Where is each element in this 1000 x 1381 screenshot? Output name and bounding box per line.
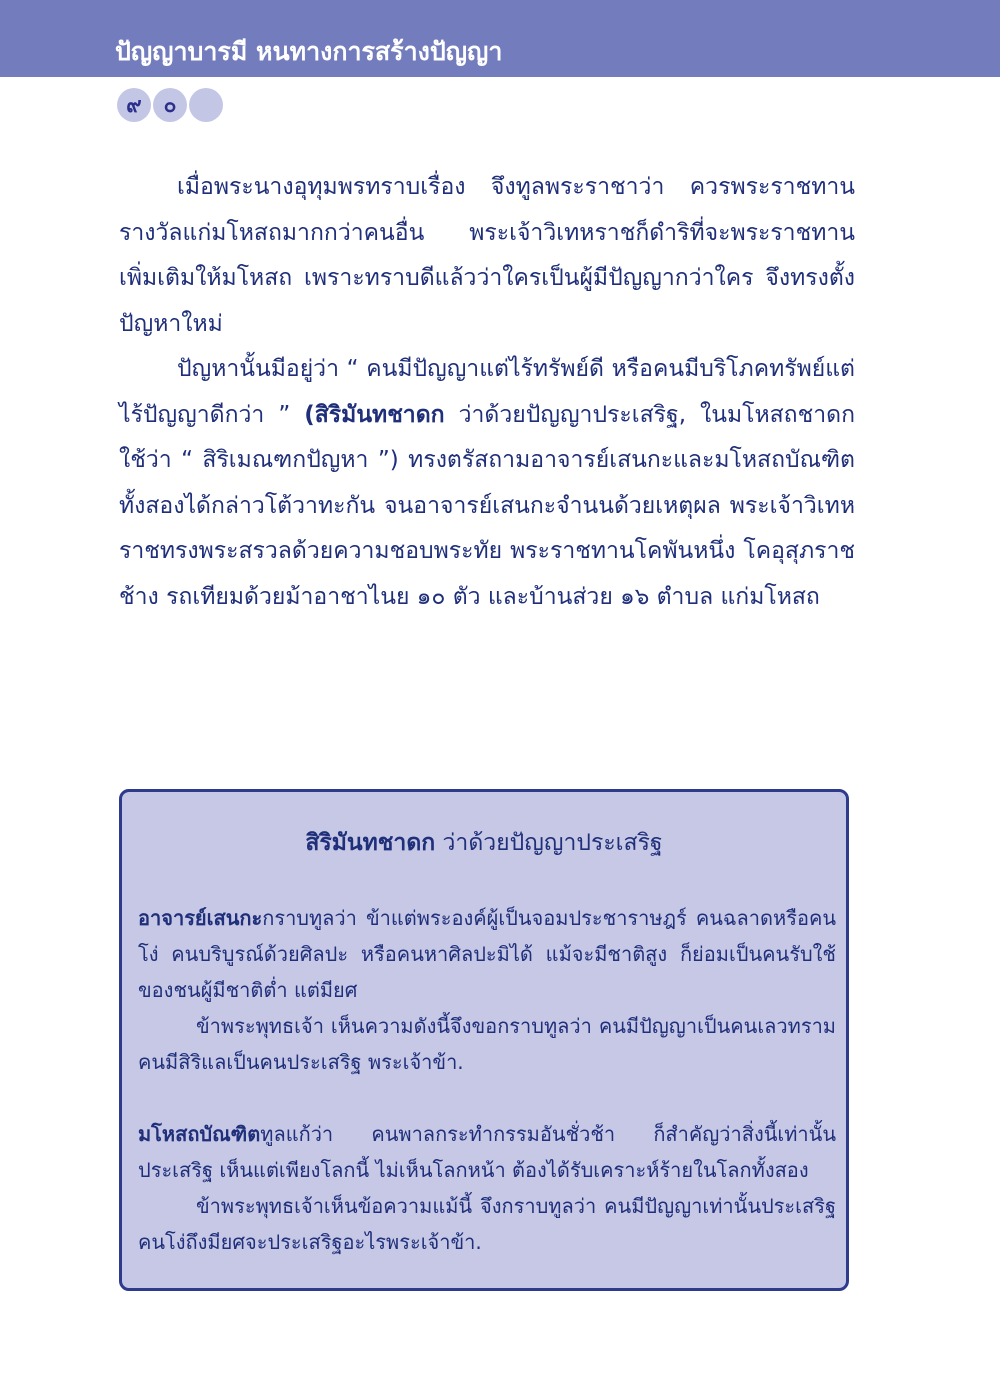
header-bar: [0, 0, 1000, 77]
mahosadha-text: ทูลแก้ว่า คนพาลกระทำกรรมอันชั่วช้า ก็สำคัญว่าสิ่งนี้เท่านั้นประเสริฐ เห็นแต่เพียงโลกนี้ ไม่เห็นโลกหน้า ต้องได้รับเคราะห์ร้ายในโลกทั้งสอง: [138, 1122, 836, 1182]
mahosadha-speech-2: ข้าพระพุทธเจ้าเห็นข้อความแม้นี้ จึงกราบทูลว่า คนมีปัญญาเท่านั้นประเสริฐ คนโง่ถึงมียศจะประเสริฐอะไรพระเจ้าข้า.: [138, 1194, 836, 1254]
quote-box: [119, 789, 849, 1291]
page-number-decoration-dot: [189, 88, 223, 122]
quote-box-body: [138, 900, 836, 1260]
running-header-title: ปัญญาบารมี หนทางการสร้างปัญญา: [115, 37, 503, 66]
paragraph-2: [119, 347, 855, 620]
mahosadha-speech: [138, 1116, 836, 1188]
mahosadha-name: มโหสถบัณฑิต: [138, 1122, 261, 1146]
page-number: [117, 88, 223, 122]
quote-box-title-bold: สิริมันทชาดก: [305, 830, 436, 856]
page-number-digit-1: ๙: [117, 88, 151, 122]
paragraph-2-part-a: ปัญหานั้นมีอยู่ว่า “ คนมีปัญญาแต่ไร้ทรัพย์ดี หรือคนมีบริโภคทรัพย์แต่ไร้ปัญญาดีกว่า ”: [119, 356, 855, 428]
spacer: [138, 1080, 836, 1116]
paragraph-1: เมื่อพระนางอุทุมพรทราบเรื่อง จึงทูลพระราชาว่า ควรพระราชทานรางวัลแก่มโหสถมากกว่าคนอื่น พระเจ้าวิเทหราชก็ดำริที่จะพระราชทานเพิ่มเติมให้มโหสถ เพราะทราบดีแล้วว่าใครเป็นผู้มีปัญญากว่าใคร จึงทรงตั้งปัญหาใหม่: [119, 174, 855, 337]
quote-box-title-rest: ว่าด้วยปัญญาประเสริฐ: [435, 830, 663, 856]
page-number-digit-2: ๐: [153, 88, 187, 122]
paragraph-2-part-b: ว่าด้วยปัญญาประเสริฐ, ในมโหสถชาดก ใช้ว่า “ สิริเมณฑกปัญหา ”) ทรงตรัสถามอาจารย์เสนกะและมโหสถบัณฑิต ทั้งสองได้กล่าวโต้วาทะกัน จนอาจารย์เสนกะจำนนด้วยเหตุผล พระเจ้าวิเทหราชทรงพระสรวลด้วยความชอบพระทัย พระราชทานโคพันหนึ่ง โคอุสุภราช ช้าง รถเทียมด้วยม้าอาชาไนย ๑๐ ตัว และบ้านส่วย ๑๖ ตำบล แก่มโหสถ: [119, 401, 855, 610]
body-text: [119, 165, 855, 620]
senaka-name: อาจารย์เสนกะ: [138, 906, 263, 930]
paragraph-2-bold-title: (สิริมันทชาดก: [304, 401, 445, 428]
quote-box-title: [122, 825, 846, 861]
senaka-speech-2: ข้าพระพุทธเจ้า เห็นความดังนี้จึงขอกราบทูลว่า คนมีปัญญาเป็นคนเลวทราม คนมีสิริแลเป็นคนประเสริฐ พระเจ้าข้า.: [138, 1014, 836, 1074]
senaka-speech: [138, 900, 836, 1008]
senaka-text: กราบทูลว่า ข้าแต่พระองค์ผู้เป็นจอมประชาราษฎร์ คนฉลาดหรือคนโง่ คนบริบูรณ์ด้วยศิลปะ หรือคนหาศิลปะมิได้ แม้จะมีชาติสูง ก็ย่อมเป็นคนรับใช้ของชนผู้มีชาติต่ำ แต่มียศ: [138, 906, 836, 1002]
